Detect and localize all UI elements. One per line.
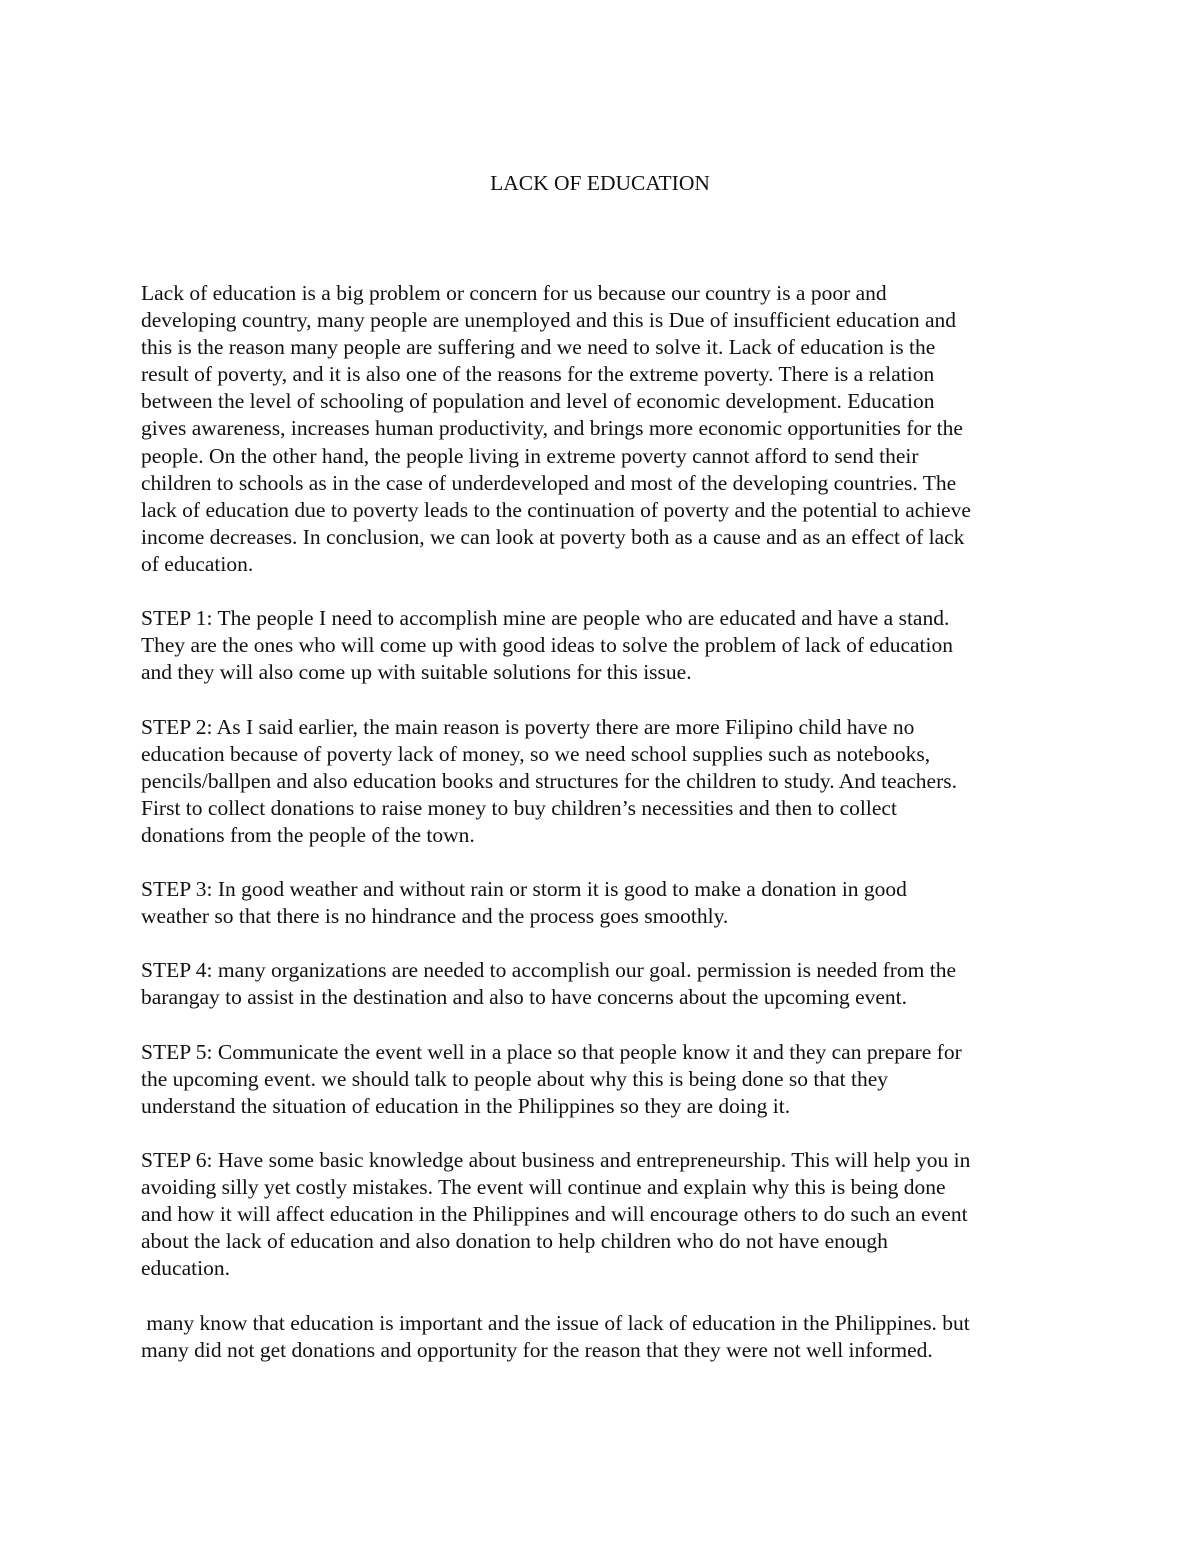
paragraph-step-3 — [141, 876, 1061, 930]
text-line: developing country, many people are unemployed and this is Due of insufficient education and — [141, 308, 956, 333]
text-line: donations from the people of the town. — [141, 822, 475, 847]
text-line: They are the ones who will come up with good ideas to solve the problem of lack of education — [141, 633, 954, 658]
paragraph-step-4 — [141, 957, 1061, 1011]
text-line: about the lack of education and also donation to help children who do not have enough — [141, 1229, 888, 1254]
document-title: LACK OF EDUCATION — [490, 171, 710, 195]
text-line: STEP 3: In good weather and without rain or storm it is good to make a donation in good — [141, 877, 907, 902]
text-line: and they will also come up with suitable solutions for this issue. — [141, 660, 692, 685]
paragraph-step-2 — [141, 714, 1061, 849]
text-line: and how it will affect education in the Philippines and will encourage others to do such an event — [141, 1202, 968, 1227]
text-line: the upcoming event. we should talk to people about why this is being done so that they — [141, 1066, 888, 1091]
text-line: weather so that there is no hindrance and the process goes smoothly. — [141, 904, 729, 929]
text-line: STEP 2: As I said earlier, the main reason is poverty there are more Filipino child have no — [141, 714, 915, 739]
text-line: education because of poverty lack of money, so we need school supplies such as notebooks, — [141, 741, 931, 766]
text-line: of education. — [141, 551, 254, 576]
text-line: STEP 4: many organizations are needed to accomplish our goal. permission is needed from the — [141, 958, 957, 983]
paragraph-step-5 — [141, 1039, 1061, 1120]
paragraph-conclusion — [141, 1310, 1061, 1364]
document-body — [141, 280, 1061, 1391]
text-line: pencils/ballpen and also education books and structures for the children to study. And teachers. — [141, 768, 957, 793]
paragraph-step-1 — [141, 605, 1061, 686]
text-line: income decreases. In conclusion, we can look at poverty both as a cause and as an effect of lack — [141, 524, 965, 549]
text-line: STEP 6: Have some basic knowledge about business and entrepreneurship. This will help you in — [141, 1148, 971, 1172]
text-line: understand the situation of education in the Philippines so they are doing it. — [141, 1093, 791, 1118]
text-line: between the level of schooling of population and level of economic development. Education — [141, 389, 935, 414]
text-line: Lack of education is a big problem or concern for us because our country is a poor and — [141, 281, 887, 305]
text-line: gives awareness, increases human productivity, and brings more economic opportunities for the — [141, 416, 963, 441]
text-line: barangay to assist in the destination and also to have concerns about the upcoming event. — [141, 985, 908, 1010]
text-line: avoiding silly yet costly mistakes. The event will continue and explain why this is being done — [141, 1175, 946, 1200]
paragraph-step-6 — [141, 1147, 1061, 1282]
text-line: First to collect donations to raise money to buy children’s necessities and then to collect — [141, 795, 897, 820]
text-line: STEP 5: Communicate the event well in a place so that people know it and they can prepare for — [141, 1039, 962, 1064]
text-line: this is the reason many people are suffering and we need to solve it. Lack of education is the — [141, 335, 936, 360]
text-line: many did not get donations and opportunity for the reason that they were not well informed. — [141, 1337, 933, 1362]
text-line: people. On the other hand, the people living in extreme poverty cannot afford to send their — [141, 443, 919, 468]
text-line: many know that education is important and the issue of lack of education in the Philippines. but — [141, 1310, 970, 1335]
text-line: education. — [141, 1256, 230, 1281]
text-line: STEP 1: The people I need to accomplish mine are people who are educated and have a stand. — [141, 606, 950, 631]
text-line: lack of education due to poverty leads to the continuation of poverty and the potential to achieve — [141, 497, 971, 522]
text-line: result of poverty, and it is also one of the reasons for the extreme poverty. There is a relation — [141, 362, 935, 387]
paragraph-intro — [141, 280, 1061, 578]
text-line: children to schools as in the case of underdeveloped and most of the developing countries. The — [141, 470, 957, 495]
